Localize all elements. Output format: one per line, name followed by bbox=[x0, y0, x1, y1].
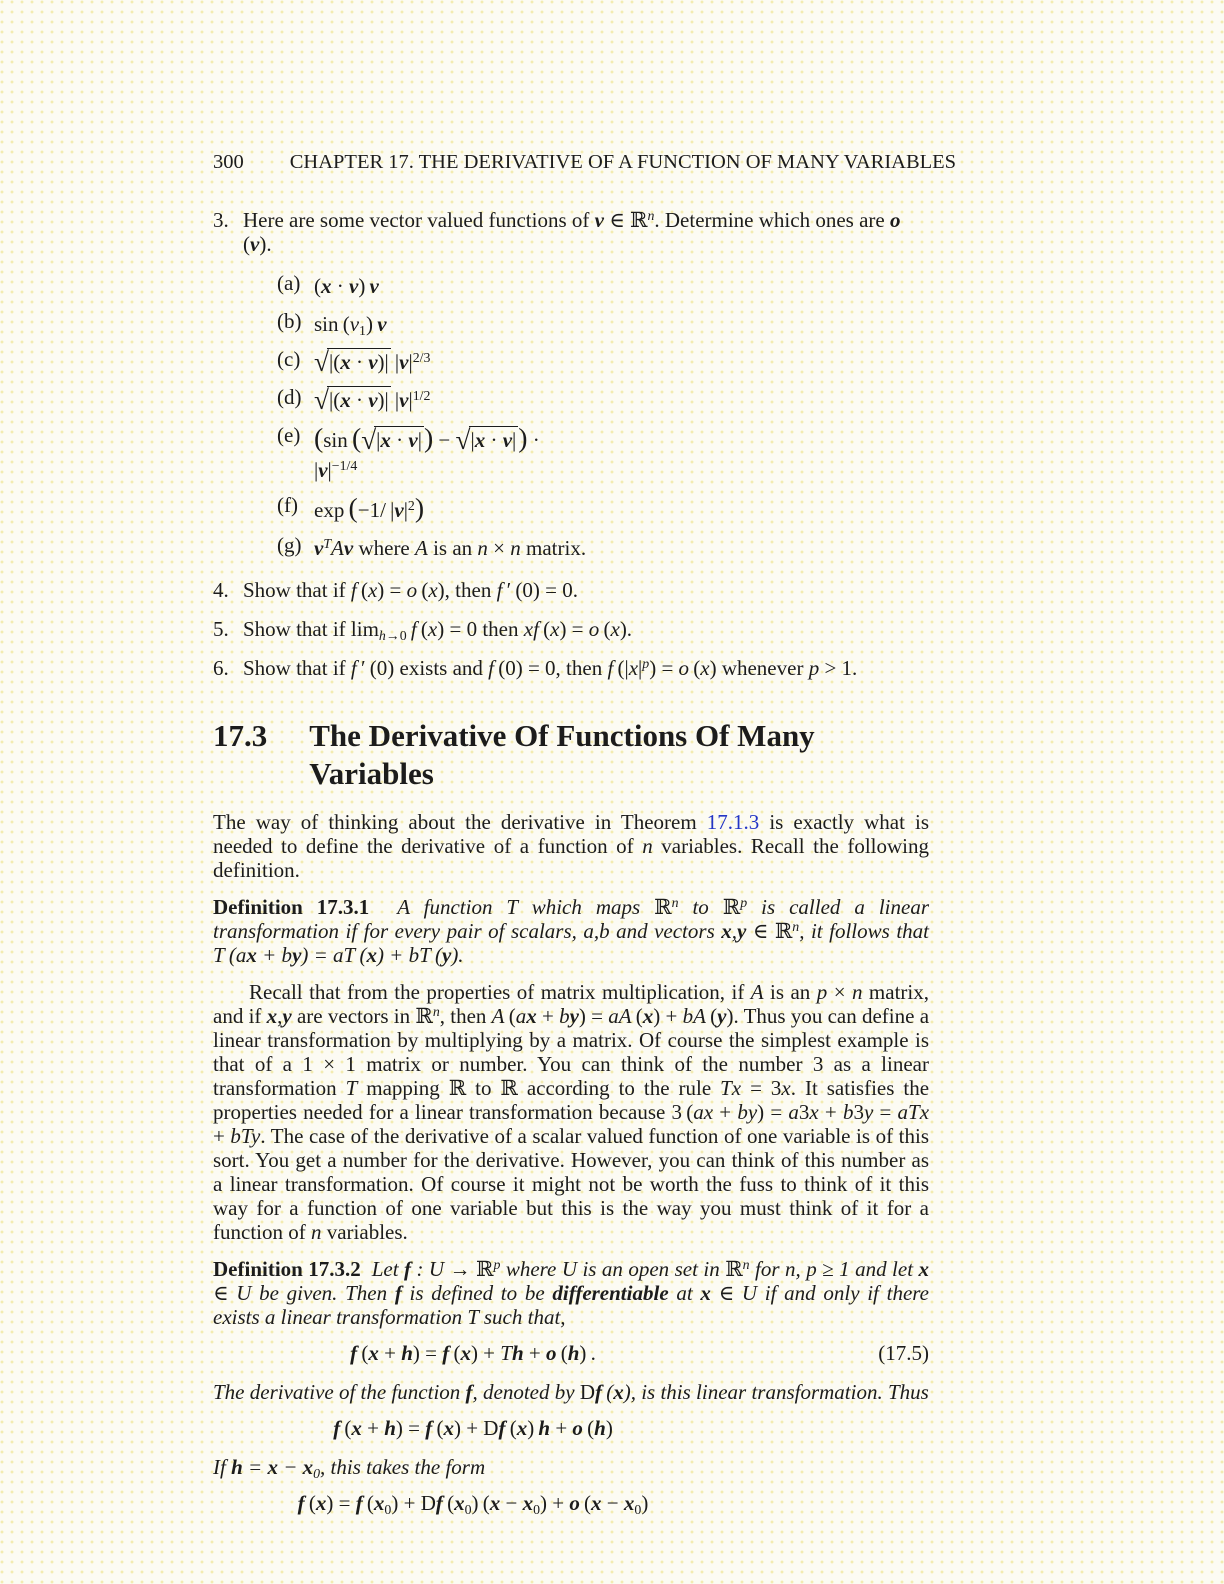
subitem-e bbox=[277, 423, 929, 485]
subitem-math: (sin (√|x · v|) − √|x · v|) · $|v|^{-1/4}$ bbox=[314, 422, 540, 482]
subitem-label: (e) bbox=[277, 423, 301, 447]
problem-number: 6. bbox=[213, 656, 229, 680]
page-header bbox=[213, 150, 957, 174]
chapter-header: CHAPTER 17. THE DERIVATIVE OF A FUNCTION OF MANY VARIABLES bbox=[289, 151, 957, 173]
if-h-line: If $h = x - x_0$, this takes the form bbox=[213, 1455, 486, 1482]
equation-display-2 bbox=[213, 1416, 929, 1440]
definition-label: Definition 17.3.1 bbox=[213, 895, 370, 919]
page-content bbox=[213, 150, 957, 1518]
subitem-math: $\sin (v_1)$ v bbox=[314, 312, 387, 339]
problem-number: 3. bbox=[213, 208, 229, 232]
equation-math: f (x) = f $(x_0) + Df$ $(x_0) (x - x_0) + o$ $(x - x_0)$ bbox=[297, 1491, 649, 1518]
problem-item-6 bbox=[213, 656, 929, 680]
subitem-math: exp (−1/ $|v|^2$) bbox=[314, 492, 425, 523]
subitem-label: (f) bbox=[277, 493, 298, 517]
subitem-f bbox=[277, 493, 929, 525]
problem-3-subitems bbox=[277, 271, 929, 563]
subitem-math: (x · v) v bbox=[314, 274, 379, 298]
definition-block-17-3-2 bbox=[213, 1257, 929, 1329]
theorem-ref-link[interactable]: 17.1.3 bbox=[706, 810, 760, 834]
problem-item-4 bbox=[213, 578, 929, 602]
problem-number: 5. bbox=[213, 617, 229, 641]
subitem-math: $v^TAv$ where A is an n × n matrix. bbox=[314, 536, 587, 560]
problem-text: Show that if $\lim_{h\to 0} f$ (x) = 0 then xf (x) = o (x). bbox=[243, 617, 633, 644]
body-paragraph: Recall that from the properties of matrix multiplication, if A is an p × n matrix, and if x,y are vectors in ℝ$^n$, then A (ax + by) = aA (x) + bA (y). Thus you can define a linear transformation by multiplying by a matrix. Of course the simplest example is that of a 1 × 1 matrix or number. You can think of the number 3 as a linear transformation T mapping ℝ to ℝ according to the rule Tx = 3x. It satisfies the properties needed for a linear transformation because 3 (ax + by) = a3x + b3y = aTx + bTy. The case of the derivative of a scalar valued function of one variable is of this sort. You get a number for the derivative. However, you can think of this number as a linear transformation. Of course it might not be worth the fuss to think of it this way for a function of one variable but this is the way you must think of it for a function of n variables. bbox=[213, 980, 930, 1244]
page-number: 300 bbox=[213, 151, 244, 173]
definition-continuation: The derivative of the function f, denoted by Df (x), is this linear transformation. Thus bbox=[213, 1380, 929, 1404]
section-heading bbox=[213, 717, 929, 793]
problem-text: Show that if f ′ (0) exists and f (0) = 0, then f $(|x|^p) = o$ (x) whenever p > 1. bbox=[243, 656, 858, 680]
subitem-math: √|(x · v)| $|v|^{2/3}$ bbox=[314, 347, 431, 377]
subitem-label: (c) bbox=[277, 347, 301, 371]
subitem-label: (a) bbox=[277, 271, 301, 295]
definition-block-17-3-1 bbox=[213, 895, 929, 967]
subitem-g bbox=[277, 533, 929, 563]
subitem-label: (b) bbox=[277, 309, 302, 333]
definition-body: Let f : U → ℝ$^p$ where U is an open set in ℝ$^n$ for n, p ≥ 1 and let x ∈ U be given. Then f is defined to be differentiable at x ∈ U if and only if there exists a linear transformation T such that, bbox=[213, 1257, 929, 1329]
problem-item-5 bbox=[213, 617, 929, 644]
equation-display-3 bbox=[213, 1491, 929, 1518]
subitem-d bbox=[277, 385, 929, 415]
subitem-b bbox=[277, 309, 929, 339]
subitem-math: √|(x · v)| $|v|^{1/2}$ bbox=[314, 385, 431, 415]
subitem-a bbox=[277, 271, 929, 301]
intro-paragraph bbox=[213, 810, 929, 882]
subitem-label: (d) bbox=[277, 385, 302, 409]
equation-math: f (x + h) = f (x) + Df (x) h + o (h) bbox=[333, 1416, 613, 1440]
section-title: The Derivative Of Functions Of Many Variables bbox=[309, 718, 815, 791]
problem-text: Here are some vector valued functions of v ∈ ℝ$^n$. Determine which ones are o (v). bbox=[243, 208, 905, 256]
section-number: 17.3 bbox=[213, 718, 268, 753]
definition-body: A function T which maps ℝ$^n$ to ℝ$^p$ is called a linear transformation if for every pair of scalars, a,b and vectors x,y ∈ ℝ$^n$, it follows that T (ax + by) = aT (x) + bT (y). bbox=[213, 895, 929, 967]
problem-item-3 bbox=[213, 208, 929, 256]
equation-math: f (x + h) = f (x) + Th + o (h) . bbox=[350, 1341, 596, 1365]
subitem-label: (g) bbox=[277, 533, 302, 557]
definition-label: Definition 17.3.2 bbox=[213, 1257, 361, 1281]
equation-number: (17.5) bbox=[878, 1341, 929, 1365]
intro-text-after: is exactly what is needed to define the derivative of a function of n variables. Recall the following definition. bbox=[213, 810, 930, 882]
equation-17-5 bbox=[213, 1341, 929, 1365]
subitem-c bbox=[277, 347, 929, 377]
intro-text-before: The way of thinking about the derivative in Theorem bbox=[213, 810, 707, 834]
problem-text: Show that if f (x) = o (x), then f ′ (0) = 0. bbox=[243, 578, 579, 602]
problem-number: 4. bbox=[213, 578, 229, 602]
